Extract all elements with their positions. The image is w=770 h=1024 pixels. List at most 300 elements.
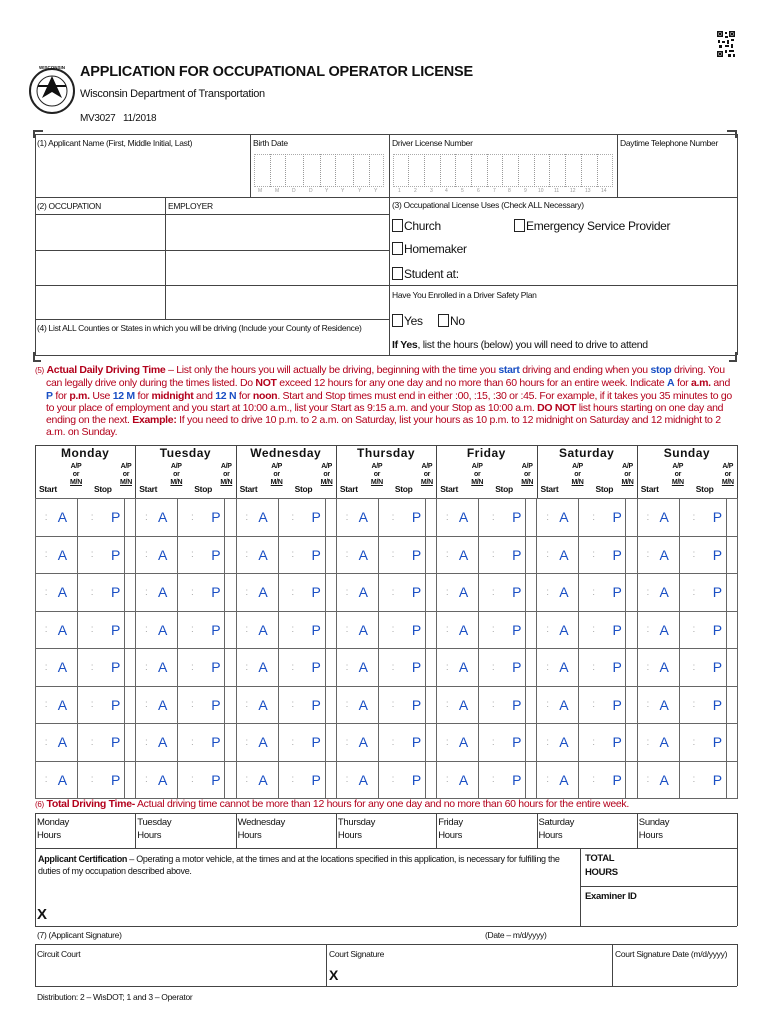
start-am-indicator[interactable]: [148, 611, 178, 649]
stop-time-input[interactable]: :: [579, 649, 595, 687]
ap-mn-header: [370, 463, 384, 487]
stop-pm-indicator[interactable]: [94, 649, 125, 687]
start-time-input[interactable]: :: [336, 761, 348, 799]
start-am-indicator[interactable]: [549, 499, 579, 537]
hours-label: Hours: [137, 830, 162, 841]
day-spacer: [125, 686, 136, 724]
start-am-indicator[interactable]: [348, 611, 378, 649]
start-time-input[interactable]: :: [236, 649, 248, 687]
am-letter: A: [358, 584, 368, 601]
hours-cell-saturday[interactable]: [539, 816, 575, 842]
start-time-input[interactable]: :: [336, 499, 348, 537]
stop-time-input[interactable]: :: [378, 574, 394, 612]
start-time-input[interactable]: :: [537, 761, 549, 799]
pm-letter: P: [211, 659, 221, 676]
stop-pm-indicator[interactable]: [695, 761, 726, 799]
start-time-input[interactable]: :: [336, 574, 348, 612]
start-am-indicator[interactable]: [549, 761, 579, 799]
start-time-input[interactable]: :: [236, 536, 248, 574]
stop-time-input[interactable]: :: [278, 574, 294, 612]
start-am-indicator[interactable]: [48, 611, 78, 649]
stop-pm-indicator[interactable]: [495, 499, 526, 537]
start-time-input[interactable]: :: [637, 611, 649, 649]
start-time-input[interactable]: :: [36, 649, 48, 687]
stop-pm-indicator[interactable]: [94, 724, 125, 762]
start-am-indicator[interactable]: [549, 574, 579, 612]
day-spacer: [425, 499, 436, 537]
start-time-input[interactable]: :: [36, 499, 48, 537]
homemaker-option[interactable]: [392, 242, 467, 256]
circuit-court-input[interactable]: [36, 960, 325, 985]
start-time-input[interactable]: :: [136, 649, 148, 687]
stop-time-input[interactable]: :: [378, 649, 394, 687]
yes-option[interactable]: [392, 314, 423, 328]
stop-pm-indicator[interactable]: [394, 499, 425, 537]
start-time-input[interactable]: :: [537, 611, 549, 649]
ap-mid: or: [674, 471, 681, 478]
stop-time-input[interactable]: :: [479, 724, 495, 762]
stop-time-input[interactable]: :: [579, 611, 595, 649]
start-am-indicator[interactable]: [449, 761, 479, 799]
stop-pm-indicator[interactable]: [595, 611, 626, 649]
stop-pm-indicator[interactable]: [595, 761, 626, 799]
start-am-indicator[interactable]: [148, 649, 178, 687]
stop-time-input[interactable]: :: [278, 686, 294, 724]
start-am-indicator[interactable]: [649, 724, 679, 762]
start-time-input[interactable]: :: [437, 761, 449, 799]
stop-time-input[interactable]: :: [679, 761, 695, 799]
start-time-input[interactable]: :: [637, 649, 649, 687]
am-letter: A: [158, 509, 168, 526]
start-am-indicator[interactable]: [248, 649, 278, 687]
no-option[interactable]: [438, 314, 465, 328]
stop-pm-indicator[interactable]: [695, 724, 726, 762]
am-letter: A: [559, 696, 569, 713]
stop-time-input[interactable]: :: [479, 649, 495, 687]
church-option[interactable]: [392, 219, 441, 233]
start-time-input[interactable]: :: [236, 724, 248, 762]
employer-input[interactable]: [166, 215, 388, 318]
start-am-indicator[interactable]: [48, 536, 78, 574]
stop-pm-indicator[interactable]: [294, 761, 325, 799]
start-time-input[interactable]: :: [537, 574, 549, 612]
s5-text: exceed 12 hours for any one day and no more than 60 hours for an entire week. Indicate: [276, 377, 668, 390]
counties-input[interactable]: [36, 335, 388, 354]
day-spacer: [125, 611, 136, 649]
student-checkbox[interactable]: [392, 267, 403, 280]
ap-mn-header: [270, 463, 284, 487]
start-time-input[interactable]: :: [36, 574, 48, 612]
stop-time-input[interactable]: :: [278, 499, 294, 537]
start-time-input[interactable]: :: [236, 686, 248, 724]
stop-time-input[interactable]: :: [579, 536, 595, 574]
stop-pm-indicator[interactable]: [94, 611, 125, 649]
stop-time-input[interactable]: :: [479, 686, 495, 724]
start-time-input[interactable]: :: [437, 499, 449, 537]
stop-time-input[interactable]: :: [278, 611, 294, 649]
start-am-indicator[interactable]: [449, 649, 479, 687]
start-am-indicator[interactable]: [348, 649, 378, 687]
stop-pm-indicator[interactable]: [294, 499, 325, 537]
hours-cell-sunday[interactable]: [639, 816, 669, 842]
s5-text: driving. You can legally drive only during the times listed. Do: [46, 364, 725, 390]
start-time-input[interactable]: :: [537, 724, 549, 762]
start-am-indicator[interactable]: [348, 574, 378, 612]
stop-pm-indicator[interactable]: [294, 574, 325, 612]
start-time-input[interactable]: :: [637, 724, 649, 762]
stop-pm-indicator[interactable]: [695, 574, 726, 612]
occupation-input[interactable]: [36, 215, 164, 318]
start-time-input[interactable]: :: [136, 611, 148, 649]
stop-time-input[interactable]: :: [378, 724, 394, 762]
start-am-indicator[interactable]: [248, 611, 278, 649]
stop-pm-indicator[interactable]: [194, 724, 225, 762]
start-am-indicator[interactable]: [48, 574, 78, 612]
stop-time-input[interactable]: :: [178, 574, 194, 612]
stop-time-input[interactable]: :: [178, 649, 194, 687]
start-time-input[interactable]: :: [336, 536, 348, 574]
day-spacer: [626, 724, 637, 762]
stop-pm-indicator[interactable]: [94, 761, 125, 799]
church-checkbox[interactable]: [392, 219, 403, 232]
stop-time-input[interactable]: :: [78, 611, 94, 649]
stop-pm-indicator[interactable]: [394, 574, 425, 612]
start-time-input[interactable]: :: [537, 499, 549, 537]
start-am-indicator[interactable]: [649, 536, 679, 574]
student-option[interactable]: [392, 267, 459, 281]
stop-time-input[interactable]: :: [178, 686, 194, 724]
start-am-indicator[interactable]: [148, 761, 178, 799]
stop-pm-indicator[interactable]: [695, 686, 726, 724]
pm-letter: P: [110, 696, 120, 713]
stop-pm-indicator[interactable]: [194, 611, 225, 649]
stop-pm-indicator[interactable]: [695, 611, 726, 649]
court-date-input[interactable]: [613, 960, 736, 985]
stop-time-input[interactable]: :: [679, 574, 695, 612]
stop-pm-indicator[interactable]: [495, 686, 526, 724]
start-am-indicator[interactable]: [248, 724, 278, 762]
ap-top: A/P: [471, 463, 483, 470]
start-am-indicator[interactable]: [248, 499, 278, 537]
stop-pm-indicator[interactable]: [695, 499, 726, 537]
stop-pm-indicator[interactable]: [194, 499, 225, 537]
stop-time-input[interactable]: :: [278, 724, 294, 762]
start-time-input[interactable]: :: [437, 649, 449, 687]
start-am-indicator[interactable]: [148, 574, 178, 612]
start-time-input[interactable]: :: [136, 761, 148, 799]
stop-time-input[interactable]: :: [579, 686, 595, 724]
stop-time-input[interactable]: :: [479, 574, 495, 612]
stop-pm-indicator[interactable]: [595, 499, 626, 537]
start-am-indicator[interactable]: [649, 574, 679, 612]
day-spacer: [225, 611, 236, 649]
stop-time-input[interactable]: :: [679, 649, 695, 687]
stop-pm-indicator[interactable]: [495, 574, 526, 612]
start-am-indicator[interactable]: [48, 761, 78, 799]
s5-not: NOT: [255, 377, 277, 390]
stop-pm-indicator[interactable]: [294, 536, 325, 574]
applicant-name-input[interactable]: [36, 150, 248, 195]
pm-letter: P: [712, 546, 722, 563]
stop-time-input[interactable]: :: [78, 761, 94, 799]
am-letter: A: [158, 734, 168, 751]
start-am-indicator[interactable]: [248, 686, 278, 724]
start-am-indicator[interactable]: [549, 611, 579, 649]
stop-time-input[interactable]: :: [278, 761, 294, 799]
stop-pm-indicator[interactable]: [194, 649, 225, 687]
stop-pm-indicator[interactable]: [194, 761, 225, 799]
stop-time-input[interactable]: :: [378, 499, 394, 537]
start-am-indicator[interactable]: [148, 724, 178, 762]
start-time-input[interactable]: :: [437, 686, 449, 724]
stop-time-input[interactable]: :: [378, 761, 394, 799]
start-am-indicator[interactable]: [549, 536, 579, 574]
start-time-input[interactable]: :: [36, 536, 48, 574]
ap-top: A/P: [421, 463, 433, 470]
start-am-indicator[interactable]: [248, 536, 278, 574]
start-time-input[interactable]: :: [537, 536, 549, 574]
hours-cell-tuesday[interactable]: [137, 816, 171, 842]
start-am-indicator[interactable]: [48, 649, 78, 687]
stop-time-input[interactable]: :: [78, 686, 94, 724]
hours-cell-wednesday[interactable]: [238, 816, 285, 842]
start-time-input[interactable]: :: [437, 574, 449, 612]
hours-cell-monday[interactable]: [37, 816, 69, 842]
start-am-indicator[interactable]: [649, 649, 679, 687]
stop-time-input[interactable]: :: [679, 686, 695, 724]
stop-pm-indicator[interactable]: [194, 574, 225, 612]
am-letter: A: [258, 771, 268, 788]
start-time-input[interactable]: :: [136, 536, 148, 574]
homemaker-checkbox[interactable]: [392, 242, 403, 255]
start-am-indicator[interactable]: [649, 686, 679, 724]
pm-letter: P: [712, 696, 722, 713]
start-time-input[interactable]: :: [136, 724, 148, 762]
phone-input[interactable]: [618, 150, 736, 195]
day-spacer: [325, 499, 336, 537]
start-am-indicator[interactable]: [348, 499, 378, 537]
stop-pm-indicator[interactable]: [94, 536, 125, 574]
stop-pm-indicator[interactable]: [94, 499, 125, 537]
hours-day-label: Tuesday: [137, 817, 172, 828]
start-time-input[interactable]: :: [437, 536, 449, 574]
ap-top: A/P: [321, 463, 332, 470]
stop-pm-indicator[interactable]: [294, 611, 325, 649]
stop-pm-indicator[interactable]: [695, 649, 726, 687]
start-time-input[interactable]: :: [36, 611, 48, 649]
stop-time-input[interactable]: :: [479, 611, 495, 649]
start-time-input[interactable]: :: [336, 686, 348, 724]
start-am-indicator[interactable]: [649, 499, 679, 537]
pm-letter: P: [411, 509, 421, 526]
total-hours-label: [585, 852, 618, 880]
start-time-input[interactable]: :: [437, 724, 449, 762]
start-time-input[interactable]: :: [437, 611, 449, 649]
start-am-indicator[interactable]: [248, 761, 278, 799]
start-am-indicator[interactable]: [348, 686, 378, 724]
start-am-indicator[interactable]: [348, 761, 378, 799]
stop-time-input[interactable]: :: [78, 574, 94, 612]
stop-pm-indicator[interactable]: [194, 536, 225, 574]
start-time-input[interactable]: :: [136, 499, 148, 537]
stop-pm-indicator[interactable]: [394, 686, 425, 724]
start-am-indicator[interactable]: [449, 611, 479, 649]
emergency-checkbox[interactable]: [514, 219, 525, 232]
start-time-input[interactable]: :: [36, 686, 48, 724]
start-am-indicator[interactable]: [148, 499, 178, 537]
student-school-input[interactable]: [460, 266, 735, 284]
s5-12m: 12 M: [112, 389, 135, 402]
start-time-input[interactable]: :: [336, 611, 348, 649]
yes-checkbox[interactable]: [392, 314, 403, 327]
start-time-input[interactable]: :: [136, 686, 148, 724]
stop-pm-indicator[interactable]: [595, 686, 626, 724]
stop-pm-indicator[interactable]: [294, 724, 325, 762]
am-letter: A: [57, 584, 67, 601]
start-time-input[interactable]: :: [236, 761, 248, 799]
start-time-input[interactable]: :: [236, 574, 248, 612]
start-time-input[interactable]: :: [336, 724, 348, 762]
stop-time-input[interactable]: :: [679, 724, 695, 762]
start-am-indicator[interactable]: [449, 536, 479, 574]
stop-pm-indicator[interactable]: [94, 686, 125, 724]
stop-time-input[interactable]: :: [579, 724, 595, 762]
svg-text:WISCONSIN: WISCONSIN: [38, 65, 66, 70]
start-am-indicator[interactable]: [348, 724, 378, 762]
emergency-option[interactable]: [514, 219, 670, 233]
ap-bot: M/N: [220, 479, 233, 486]
start-am-indicator[interactable]: [48, 499, 78, 537]
start-am-indicator[interactable]: [48, 686, 78, 724]
start-am-indicator[interactable]: [549, 649, 579, 687]
start-time-input[interactable]: :: [336, 649, 348, 687]
ap-top: A/P: [371, 463, 383, 470]
start-time-input[interactable]: :: [36, 761, 48, 799]
stop-time-input[interactable]: :: [479, 499, 495, 537]
stop-time-input[interactable]: :: [378, 536, 394, 574]
stop-time-input[interactable]: :: [78, 724, 94, 762]
start-time-input[interactable]: :: [637, 536, 649, 574]
start-time-input[interactable]: :: [136, 574, 148, 612]
s5-text: for: [236, 389, 253, 402]
start-am-indicator[interactable]: [449, 574, 479, 612]
stop-time-input[interactable]: :: [78, 649, 94, 687]
stop-time-input[interactable]: :: [579, 761, 595, 799]
stop-time-input[interactable]: :: [378, 611, 394, 649]
ap-top: A/P: [722, 463, 734, 470]
stop-time-input[interactable]: :: [178, 724, 194, 762]
ap-mn-header: [671, 463, 685, 487]
stop-time-input[interactable]: :: [579, 499, 595, 537]
stop-time-input[interactable]: :: [679, 611, 695, 649]
day-spacer: [125, 499, 136, 537]
stop-pm-indicator[interactable]: [495, 724, 526, 762]
stop-pm-indicator[interactable]: [394, 649, 425, 687]
total-hours-input[interactable]: [630, 850, 735, 884]
start-am-indicator[interactable]: [449, 499, 479, 537]
stop-time-input[interactable]: :: [378, 686, 394, 724]
start-time-input[interactable]: :: [236, 611, 248, 649]
start-time-input[interactable]: :: [236, 499, 248, 537]
stop-time-input[interactable]: :: [679, 499, 695, 537]
stop-time-input[interactable]: :: [278, 536, 294, 574]
start-time-input[interactable]: :: [637, 761, 649, 799]
start-am-indicator[interactable]: [148, 536, 178, 574]
stop-time-input[interactable]: :: [479, 761, 495, 799]
start-am-indicator[interactable]: [148, 686, 178, 724]
stop-time-input[interactable]: :: [78, 536, 94, 574]
court-signature-input[interactable]: [345, 960, 611, 985]
stop-pm-indicator[interactable]: [194, 686, 225, 724]
start-am-indicator[interactable]: [449, 724, 479, 762]
stop-pm-indicator[interactable]: [495, 649, 526, 687]
start-time-input[interactable]: :: [637, 499, 649, 537]
start-time-input[interactable]: :: [637, 686, 649, 724]
start-time-input[interactable]: :: [36, 724, 48, 762]
stop-label: Stop: [94, 484, 112, 494]
stop-time-input[interactable]: :: [178, 761, 194, 799]
stop-time-input[interactable]: :: [178, 536, 194, 574]
stop-time-input[interactable]: :: [579, 574, 595, 612]
stop-pm-indicator[interactable]: [394, 611, 425, 649]
stop-pm-indicator[interactable]: [595, 649, 626, 687]
stop-time-input[interactable]: :: [479, 536, 495, 574]
stop-pm-indicator[interactable]: [495, 761, 526, 799]
start-am-indicator[interactable]: [348, 536, 378, 574]
start-am-indicator[interactable]: [549, 686, 579, 724]
stop-pm-indicator[interactable]: [94, 574, 125, 612]
stop-pm-indicator[interactable]: [294, 686, 325, 724]
start-am-indicator[interactable]: [649, 761, 679, 799]
stop-time-input[interactable]: :: [178, 611, 194, 649]
stop-pm-indicator[interactable]: [394, 724, 425, 762]
stop-pm-indicator[interactable]: [495, 611, 526, 649]
start-label: Start: [239, 484, 258, 494]
start-am-indicator[interactable]: [248, 574, 278, 612]
stop-pm-indicator[interactable]: [695, 536, 726, 574]
start-am-indicator[interactable]: [449, 686, 479, 724]
stop-pm-indicator[interactable]: [595, 536, 626, 574]
stop-pm-indicator[interactable]: [294, 649, 325, 687]
pm-letter: P: [612, 621, 622, 638]
no-checkbox[interactable]: [438, 314, 449, 327]
hours-cell-friday[interactable]: [438, 816, 463, 842]
stop-time-input[interactable]: :: [278, 649, 294, 687]
start-time-input[interactable]: :: [637, 574, 649, 612]
stop-time-input[interactable]: :: [679, 536, 695, 574]
start-am-indicator[interactable]: [48, 724, 78, 762]
pm-letter: P: [211, 696, 221, 713]
stop-time-input[interactable]: :: [178, 499, 194, 537]
birth-date-input[interactable]: [252, 153, 386, 189]
stop-pm-indicator[interactable]: [595, 724, 626, 762]
stop-pm-indicator[interactable]: [595, 574, 626, 612]
stop-pm-indicator[interactable]: [394, 536, 425, 574]
stop-pm-indicator[interactable]: [495, 536, 526, 574]
pm-letter: P: [612, 771, 622, 788]
stop-time-input[interactable]: :: [78, 499, 94, 537]
stop-pm-indicator[interactable]: [394, 761, 425, 799]
start-am-indicator[interactable]: [649, 611, 679, 649]
pm-letter: P: [512, 546, 522, 563]
s5-text: for: [52, 389, 70, 402]
start-am-indicator[interactable]: [549, 724, 579, 762]
applicant-signature-input[interactable]: [55, 890, 578, 924]
hours-cell-thursday[interactable]: [338, 816, 375, 842]
start-time-input[interactable]: :: [537, 649, 549, 687]
pm-letter: P: [411, 659, 421, 676]
start-time-input[interactable]: :: [537, 686, 549, 724]
